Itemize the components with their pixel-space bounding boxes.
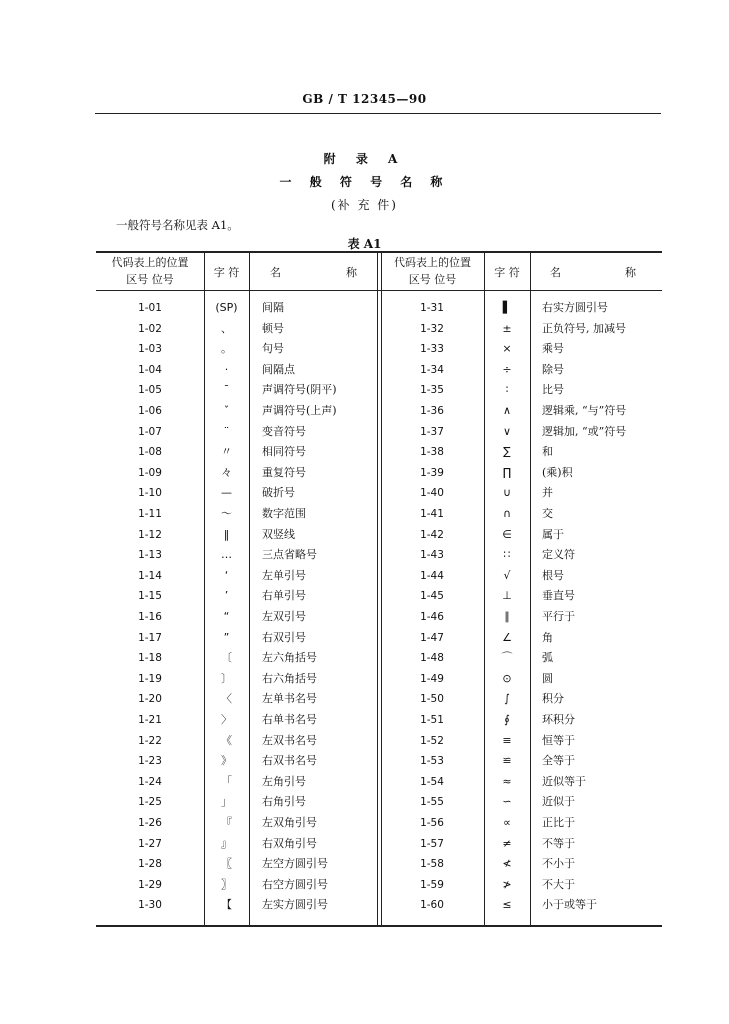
row-code: 1-26: [138, 817, 162, 829]
row-code: 1-09: [138, 466, 162, 479]
row-symbol: 《: [221, 733, 232, 747]
row-symbol: 〈: [221, 692, 232, 706]
header-char: 字 符: [213, 266, 240, 279]
header-name-left: 名: [270, 266, 281, 279]
row-name: 属于: [542, 527, 564, 541]
row-name: 交: [542, 507, 553, 520]
row-symbol: ≠: [502, 836, 512, 850]
row-name: 右双引号: [262, 630, 306, 644]
row-symbol: ≮: [502, 857, 512, 871]
row-code: 1-05: [138, 384, 162, 397]
table-row: [96, 813, 662, 834]
table-row: [96, 689, 662, 710]
row-code: 1-42: [420, 528, 444, 541]
row-name: 小于或等于: [542, 898, 597, 912]
row-code: 1-38: [420, 446, 444, 459]
row-name: 弧: [542, 651, 553, 665]
row-name: 声调符号(阴平): [262, 383, 337, 397]
row-code: 1-17: [138, 631, 162, 644]
row-code: 1-10: [138, 487, 162, 500]
row-symbol: —: [221, 486, 232, 500]
row-symbol: ⊙: [502, 671, 512, 685]
row-code: 1-04: [138, 363, 162, 376]
row-symbol: ∈: [502, 527, 512, 541]
row-code: 1-25: [138, 796, 162, 809]
row-name: 右六角括号: [262, 671, 317, 685]
row-symbol: ∏: [502, 465, 512, 479]
row-symbol: ∠: [502, 630, 512, 644]
row-symbol: ∶: [505, 383, 509, 397]
row-code: 1-11: [138, 508, 162, 520]
row-name: 数字范围: [262, 507, 306, 520]
row-code: 1-56: [420, 817, 444, 829]
table-row: [96, 607, 662, 628]
row-symbol: ▌: [502, 301, 512, 314]
row-symbol: ×: [502, 342, 512, 356]
row-symbol: 》: [221, 754, 232, 768]
row-code: 1-30: [138, 899, 162, 912]
row-symbol: ⊥: [502, 589, 512, 603]
row-name: 不大于: [542, 877, 575, 891]
header-code-line1: 代码表上的位置: [111, 256, 189, 269]
standard-id: GB / T 12345—90: [302, 92, 427, 106]
row-symbol: ～: [221, 507, 232, 520]
row-symbol: √: [503, 568, 511, 582]
row-code: 1-13: [138, 549, 162, 562]
row-code: 1-57: [420, 837, 444, 850]
row-name: 变音符号: [262, 424, 306, 438]
row-name: 环积分: [542, 713, 575, 726]
row-symbol: ’: [224, 589, 229, 603]
row-code: 1-43: [420, 549, 444, 562]
table-row: [96, 525, 662, 546]
row-name: 右角引号: [262, 795, 306, 809]
table-row: [96, 669, 662, 690]
row-symbol: 〖: [221, 857, 232, 871]
row-code: 1-20: [138, 693, 162, 706]
table-row: [96, 586, 662, 607]
row-symbol: ∽: [502, 795, 512, 809]
row-symbol: ∮: [504, 713, 510, 726]
row-name: 相同符号: [262, 445, 306, 459]
row-name: 右单书名号: [262, 713, 317, 726]
row-code: 1-55: [420, 796, 444, 809]
table-row: [96, 483, 662, 504]
row-symbol: 〃: [221, 445, 232, 459]
row-code: 1-48: [420, 652, 444, 665]
row-name: 除号: [542, 362, 564, 376]
row-symbol: 。: [221, 342, 232, 356]
table-row: [96, 463, 662, 484]
row-symbol: ≌: [502, 754, 512, 768]
row-name: 右实方圆引号: [542, 301, 608, 314]
row-name: 间隔: [262, 301, 284, 314]
row-name: 右双角引号: [262, 836, 317, 850]
row-symbol: ÷: [502, 362, 512, 376]
row-code: 1-29: [138, 878, 162, 891]
row-name: 左双书名号: [262, 733, 317, 747]
row-code: 1-24: [138, 775, 162, 788]
row-name: 顿号: [262, 321, 284, 335]
row-name: (乘)积: [542, 465, 573, 479]
row-name: 左角引号: [262, 774, 306, 788]
row-code: 1-49: [420, 672, 444, 685]
row-code: 1-07: [138, 425, 162, 438]
row-symbol: 」: [221, 795, 232, 809]
row-name: 左双引号: [262, 610, 306, 623]
row-name: 平行于: [542, 610, 575, 623]
row-code: 1-44: [420, 569, 444, 582]
row-symbol: ≈: [502, 774, 512, 788]
row-code: 1-23: [138, 755, 162, 768]
row-symbol: 『: [221, 816, 232, 829]
row-symbol: ∫: [504, 692, 510, 706]
row-symbol: ≡: [502, 733, 512, 747]
row-code: 1-60: [420, 899, 444, 912]
row-code: 1-54: [420, 775, 444, 788]
appendix-note: (补 充 件): [331, 198, 398, 212]
row-symbol: “: [223, 610, 230, 623]
row-name: 定义符: [542, 548, 575, 562]
row-name: 近似于: [542, 795, 575, 809]
row-name: 左六角括号: [262, 651, 317, 665]
row-symbol: 』: [221, 836, 232, 850]
row-code: 1-21: [138, 714, 162, 726]
table-row: [96, 792, 662, 813]
table-row: [96, 339, 662, 360]
table-row: [96, 401, 662, 422]
table-row: [96, 380, 662, 401]
row-name: 右单引号: [262, 589, 306, 603]
row-name: 角: [542, 630, 553, 644]
header-name-right: 称: [346, 266, 357, 279]
row-name: 三点省略号: [262, 548, 317, 562]
row-name: 声调符号(上声): [262, 404, 337, 417]
row-code: 1-03: [138, 343, 162, 356]
row-symbol: 々: [221, 465, 232, 479]
row-symbol: 「: [221, 774, 232, 788]
row-code: 1-58: [420, 858, 444, 871]
row-name: 和: [542, 445, 553, 459]
row-name: 句号: [262, 342, 284, 356]
row-symbol: …: [221, 548, 232, 562]
row-name: 恒等于: [542, 733, 575, 747]
table-row: [96, 422, 662, 443]
row-name: 垂直号: [542, 589, 575, 603]
row-symbol: ∝: [503, 816, 511, 829]
table-row: [96, 360, 662, 381]
row-symbol: ∷: [503, 548, 511, 562]
table-row: [96, 648, 662, 669]
row-code: 1-50: [420, 693, 444, 706]
row-code: 1-16: [138, 611, 162, 623]
row-symbol: ¨: [223, 424, 230, 438]
row-code: 1-40: [420, 487, 444, 500]
row-symbol: ⌒: [501, 651, 513, 665]
row-code: 1-45: [420, 590, 444, 603]
row-code: 1-14: [138, 569, 162, 582]
row-symbol: ·: [224, 362, 229, 376]
row-code: 1-47: [420, 631, 444, 644]
row-name: 左单引号: [262, 568, 306, 582]
row-code: 1-27: [138, 837, 162, 850]
row-code: 1-18: [138, 652, 162, 665]
table-row: [96, 545, 662, 566]
row-name: 逻辑加, “或”符号: [542, 424, 627, 438]
row-name: 正比于: [542, 816, 575, 829]
row-code: 1-22: [138, 734, 162, 747]
row-name: 积分: [542, 692, 564, 706]
row-name: 重复符号: [262, 465, 306, 479]
row-name: 右空方圆引号: [262, 877, 328, 891]
header-code-line2: 区号 位号: [126, 273, 174, 286]
row-symbol: ≤: [502, 898, 512, 912]
table-row: [96, 834, 662, 855]
table-bottom-rule: [96, 925, 662, 927]
row-code: 1-52: [420, 734, 444, 747]
row-code: 1-41: [420, 508, 444, 520]
table-row: [96, 751, 662, 772]
row-code: 1-12: [138, 528, 162, 541]
row-code: 1-37: [420, 425, 444, 438]
row-name: 破折号: [262, 486, 295, 500]
table-row: [96, 854, 662, 875]
row-symbol: ˉ: [223, 383, 230, 397]
row-symbol: ∧: [502, 404, 512, 417]
row-symbol: ≯: [502, 877, 512, 891]
row-symbol: ∥: [504, 610, 510, 623]
table-caption: 表 A1: [347, 237, 382, 251]
table-row: [96, 875, 662, 896]
row-code: 1-53: [420, 755, 444, 768]
header-code-line1: 代码表上的位置: [394, 256, 471, 269]
table-row: [96, 895, 662, 916]
row-code: 1-01: [138, 302, 162, 314]
header-char: 字 符: [494, 266, 520, 279]
table-top-rule: [96, 251, 662, 253]
row-code: 1-32: [420, 322, 444, 335]
table-header-rule: [96, 290, 662, 291]
table-row: [96, 628, 662, 649]
header-name-left: 名: [550, 266, 561, 279]
row-symbol: (SP): [215, 301, 238, 314]
row-symbol: ˇ: [223, 404, 230, 417]
row-code: 1-08: [138, 446, 162, 459]
row-symbol: ”: [223, 630, 230, 644]
table-row: [96, 504, 662, 525]
intro-text: 一般符号名称见表 A1。: [116, 218, 239, 232]
row-code: 1-39: [420, 466, 444, 479]
table-row: [96, 319, 662, 340]
row-symbol: ∪: [502, 486, 512, 500]
row-name: 左双角引号: [262, 816, 317, 829]
row-symbol: ∨: [502, 424, 512, 438]
row-code: 1-15: [138, 590, 162, 603]
row-code: 1-31: [420, 302, 444, 314]
row-name: 并: [542, 486, 553, 500]
row-name: 正负符号, 加减号: [542, 321, 626, 335]
row-symbol: ∩: [502, 507, 512, 520]
row-code: 1-51: [420, 714, 444, 726]
row-code: 1-06: [138, 405, 162, 417]
row-name: 左实方圆引号: [262, 898, 328, 912]
table-row: [96, 731, 662, 752]
row-name: 比号: [542, 383, 564, 397]
row-name: 左单书名号: [262, 692, 317, 706]
row-name: 间隔点: [262, 362, 295, 376]
row-code: 1-19: [138, 672, 162, 685]
row-name: 根号: [542, 568, 564, 582]
row-code: 1-02: [138, 322, 162, 335]
row-symbol: ∑: [503, 445, 511, 459]
row-name: 左空方圆引号: [262, 857, 328, 871]
row-code: 1-59: [420, 878, 444, 891]
row-name: 双竖线: [262, 527, 295, 541]
header-code-line2: 区号 位号: [408, 273, 457, 286]
table-row: [96, 710, 662, 731]
table-row: [96, 772, 662, 793]
table-row: [96, 298, 662, 319]
row-name: 近似等于: [542, 774, 586, 788]
row-name: 右双书名号: [262, 754, 317, 768]
table-row: [96, 566, 662, 587]
row-symbol: ±: [502, 321, 512, 335]
row-name: 不等于: [542, 836, 575, 850]
row-name: 全等于: [542, 754, 575, 768]
row-name: 不小于: [542, 857, 575, 871]
row-code: 1-46: [420, 611, 444, 623]
header-rule: [95, 113, 661, 114]
row-code: 1-34: [420, 363, 444, 376]
row-symbol: 〕: [221, 671, 232, 685]
row-code: 1-36: [420, 405, 444, 417]
row-name: 圆: [542, 671, 553, 685]
row-symbol: 【: [221, 898, 232, 912]
table-row: [96, 442, 662, 463]
row-symbol: 、: [221, 321, 232, 335]
row-code: 1-33: [420, 343, 444, 356]
header-name-right: 称: [625, 266, 636, 279]
appendix-title: 附 录 A: [323, 152, 406, 166]
appendix-subtitle: 一 般 符 号 名 称: [279, 175, 450, 189]
row-symbol: 〗: [221, 877, 232, 891]
row-code: 1-35: [420, 384, 444, 397]
row-symbol: ‘: [224, 568, 229, 582]
row-symbol: ‖: [223, 527, 230, 541]
row-symbol: 〉: [221, 713, 232, 726]
row-symbol: 〔: [221, 651, 232, 665]
row-name: 逻辑乘, “与”符号: [542, 404, 627, 417]
row-name: 乘号: [542, 342, 564, 356]
row-code: 1-28: [138, 858, 162, 871]
